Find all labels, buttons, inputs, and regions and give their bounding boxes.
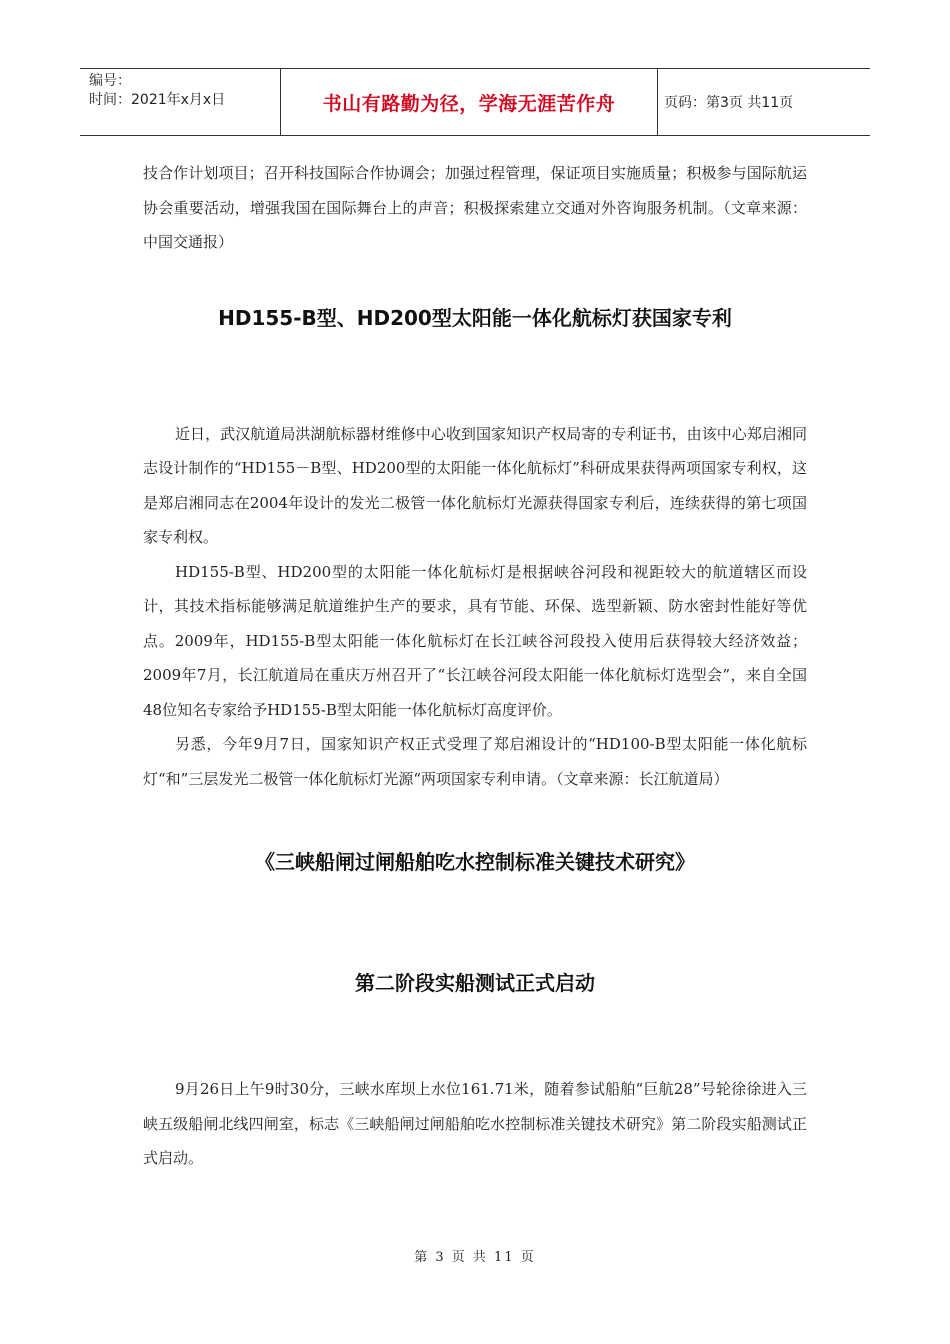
paragraph-patent-intro: 近日，武汉航道局洪湖航标器材维修中心收到国家知识产权局寄的专利证书，由该中心郑启湘同志设计制作的“HD155－B型、HD200型的太阳能一体化航标灯”科研成果获得两项国家专利权，这是郑启湘同志在2004年设计的发光二极管一体化航标灯光源获得国家专利后，连续获得的第七项国家专利权。 [143, 424, 807, 546]
article-subtitle-test-start: 第二阶段实船测试正式启动 [355, 971, 595, 995]
document-body [143, 156, 807, 1176]
paragraph-patent-application: 另悉，今年9月7日，国家知识产权正式受理了郑启湘设计的“HD100-B型太阳能一体化航标灯“和”三层发光二极管一体化航标灯光源“两项国家专利申请。（文章来源：长江航道局） [143, 735, 807, 788]
page-footer: 第 3 页 共 11 页 [414, 1250, 536, 1265]
header-left-cell [80, 69, 280, 135]
paragraph-continued: 技合作计划项目；召开科技国际合作协调会；加强过程管理，保证项目实施质量；积极参与国际航运协会重要活动，增强我国在国际舞台上的声音；积极探索建立交通对外咨询服务机制。（文章来源：中国交通报） [143, 164, 807, 251]
paragraph-patent-details: HD155-B型、HD200型的太阳能一体化航标灯是根据峡谷河段和视距较大的航道辖区而设计，其技术指标能够满足航道维护生产的要求，具有节能、环保、选型新颖、防水密封性能好等优点。2009年，HD155-B型太阳能一体化航标灯在长江峡谷河段投入使用后获得较大经济效益；2009年7月，长江航道局在重庆万州召开了“长江峡谷河段太阳能一体化航标灯选型会”，来自全国48位知名专家给予HD155-B型太阳能一体化航标灯高度评价。 [143, 562, 807, 719]
doc-time-label: 时间：2021年x月x日 [89, 92, 226, 108]
article-title-patent: HD155-B型、HD200型太阳能一体化航标灯获国家专利 [218, 305, 732, 330]
article-title-three-gorges: 《三峡船闸过闸船舶吃水控制标准关键技术研究》 [255, 850, 695, 874]
header-motto: 书山有路勤为径，学海无涯苦作舟 [280, 69, 658, 135]
header-page-info: 页码：第3页 共11页 [664, 95, 794, 111]
doc-code-label: 编号： [89, 73, 131, 89]
page-header [80, 68, 870, 136]
paragraph-test-start: 9月26日上午9时30分，三峡水库坝上水位161.71米，随着参试船舶“巨航28”号轮徐徐进入三峡五级船闸北线四闸室，标志《三峡船闸过闸船舶吃水控制标准关键技术研究》第二阶段实船测试正式启动。 [143, 1080, 807, 1167]
